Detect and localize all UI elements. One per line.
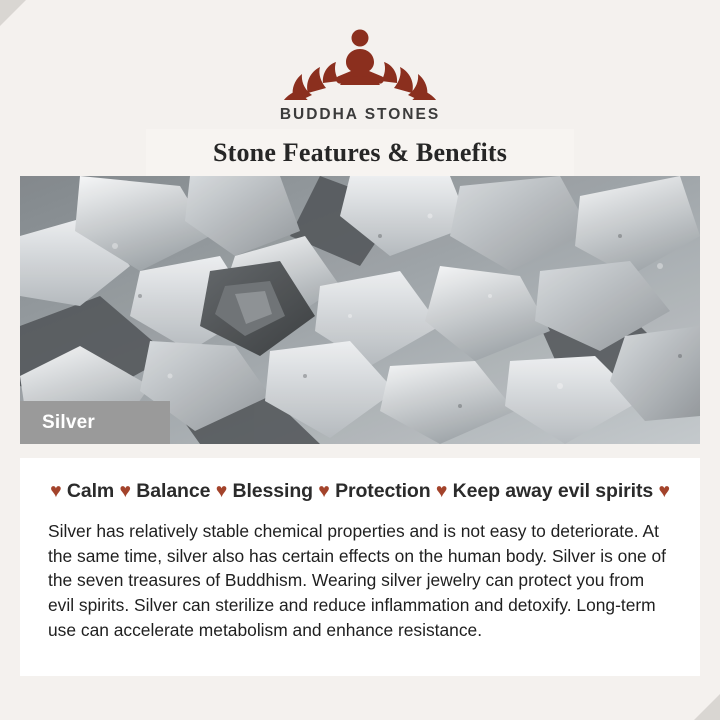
page-title bbox=[146, 129, 574, 176]
heart-icon: ♥ bbox=[50, 480, 62, 502]
benefit-keywords: ♥ Calm ♥ Balance ♥ Blessing ♥ Protection ♥ Keep away evil spirits ♥ bbox=[50, 480, 670, 502]
heart-icon: ♥ bbox=[119, 480, 131, 502]
heart-icon: ♥ bbox=[435, 480, 448, 502]
page-title-text: Stone Features & Benefits bbox=[212, 137, 508, 167]
benefits-panel bbox=[20, 458, 700, 676]
brand-name: BUDDHA STONES bbox=[279, 106, 441, 123]
corner-notch-bottom-right bbox=[694, 694, 720, 720]
stone-name-text: Silver bbox=[42, 411, 95, 433]
stone-name-badge bbox=[20, 401, 170, 444]
heart-icon: ♥ bbox=[215, 480, 228, 502]
heart-icon: ♥ bbox=[658, 480, 670, 502]
brand-header bbox=[0, 18, 720, 124]
lotus-meditation-icon bbox=[0, 18, 720, 100]
stone-description: Silver has relatively stable chemical properties and is not easy to deteriorate. At the same time, silver also has certain effects on the human body. Silver is one of the seven treasures of Buddhism. Wearing silver jewelry can protect you from evil spirits. Silver can sterilize and reduce inflammation and detoxify. Long-term use can accelerate metabolism and enhance resistance. bbox=[48, 521, 667, 640]
heart-icon: ♥ bbox=[318, 480, 330, 502]
